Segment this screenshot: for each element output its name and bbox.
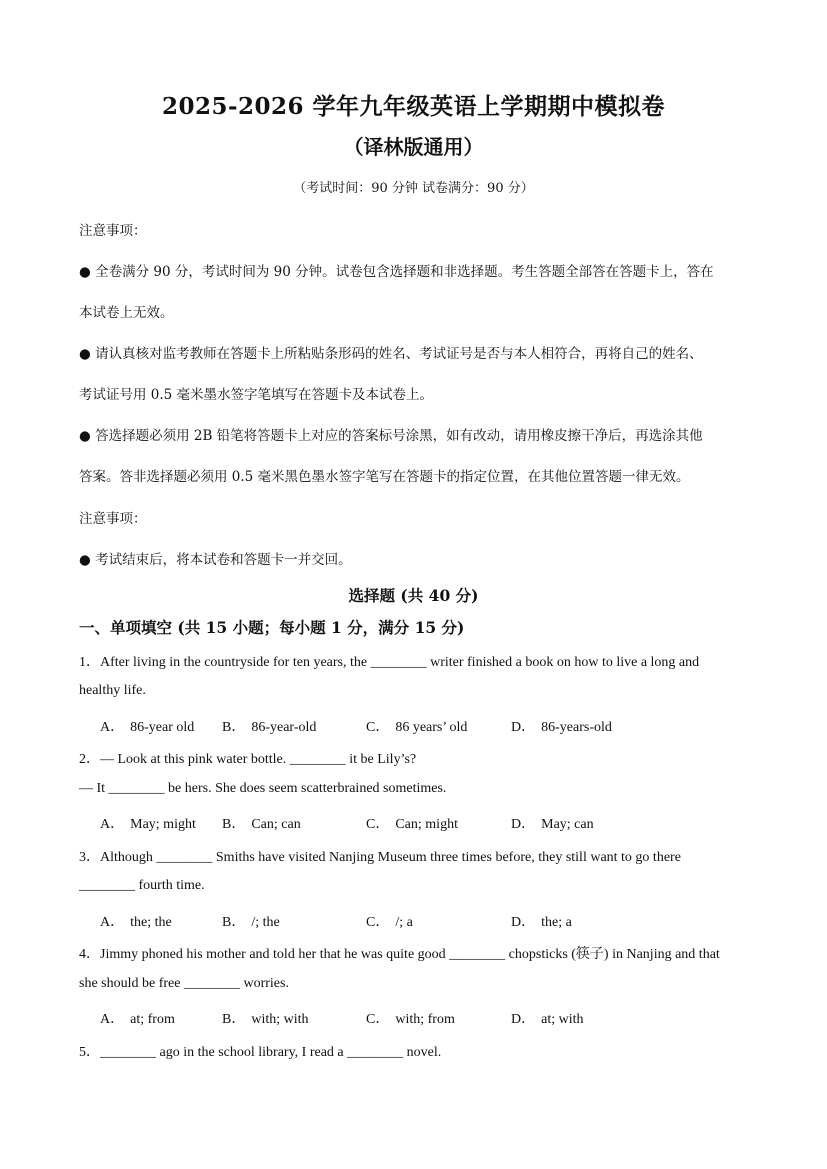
notice-item-cont: 答案。答非选择题必须用 0.5 毫米黑色墨水签字笔写在答题卡的指定位置，在其他位置答题一律无效。 <box>79 469 690 485</box>
page-subtitle: （译林版通用） <box>343 135 484 159</box>
option-d: D． 86-years-old <box>511 720 612 735</box>
question-line: 2．— Look at this pink water bottle. ________ it be Lily’s? <box>79 752 417 767</box>
notice-item-cont: 本试卷上无效。 <box>79 305 174 321</box>
option-d: D． at; with <box>511 1012 584 1027</box>
option-d: D． the; a <box>511 915 572 930</box>
option-b: B． 86-year-old <box>222 720 317 735</box>
question-line: she should be free ________ worries. <box>79 976 289 991</box>
option-c: C． 86 years’ old <box>366 720 468 735</box>
question-line: 5．________ ago in the school library, I read a ________ novel. <box>79 1045 442 1060</box>
option-b: B． with; with <box>222 1012 309 1027</box>
option-c: C． with; from <box>366 1012 455 1027</box>
question-line: — It ________ be hers. She does seem scatterbrained sometimes. <box>79 781 447 796</box>
part-title: 一、单项填空 (共 15 小题；每小题 1 分，满分 15 分) <box>79 618 465 637</box>
option-c: C． /; a <box>366 915 413 930</box>
option-c: C． Can; might <box>366 817 458 832</box>
notice-item: ● 考试结束后，将本试卷和答题卡一并交回。 <box>79 548 352 568</box>
notice-heading: 注意事项： <box>79 223 147 239</box>
page-title: 2025-2026 学年九年级英语上学期期中模拟卷 <box>161 93 666 120</box>
notice-item: ● 答选择题必须用 2B 铅笔将答题卡上对应的答案标号涂黑，如有改动，请用橡皮擦干净后，再选涂其他 <box>79 424 703 444</box>
question-line: ________ fourth time. <box>79 878 205 893</box>
option-b: B． /; the <box>222 915 280 930</box>
question-line: 3．Although ________ Smiths have visited Nanjing Museum three times before, they still want to go there <box>79 850 681 865</box>
notice-heading-2: 注意事项： <box>79 511 147 527</box>
notice-item: ● 全卷满分 90 分，考试时间为 90 分钟。试卷包含选择题和非选择题。考生答题全部答在答题卡上，答在 <box>79 260 714 280</box>
option-a: A． 86-year old <box>100 720 195 735</box>
notice-item-cont: 考试证号用 0.5 毫米墨水签字笔填写在答题卡及本试卷上。 <box>79 387 434 403</box>
option-b: B． Can; can <box>222 817 301 832</box>
option-d: D． May; can <box>511 817 594 832</box>
notice-item: ● 请认真核对监考教师在答题卡上所粘贴条形码的姓名、考试证号是否与本人相符合，再将自己的姓名、 <box>79 342 703 362</box>
question-line: 4．Jimmy phoned his mother and told her that he was quite good ________ chopsticks (筷子) in Nanjing and that <box>79 947 720 962</box>
question-line: healthy life. <box>79 683 146 698</box>
question-line: 1．After living in the countryside for ten years, the ________ writer finished a book on how to live a long and <box>79 655 700 670</box>
option-a: A． the; the <box>100 915 172 930</box>
exam-meta: （考试时间：90 分钟 试卷满分：90 分） <box>293 181 534 196</box>
option-a: A． May; might <box>100 817 196 832</box>
section-title: 选择题 (共 40 分) <box>348 586 479 605</box>
option-a: A． at; from <box>100 1012 175 1027</box>
